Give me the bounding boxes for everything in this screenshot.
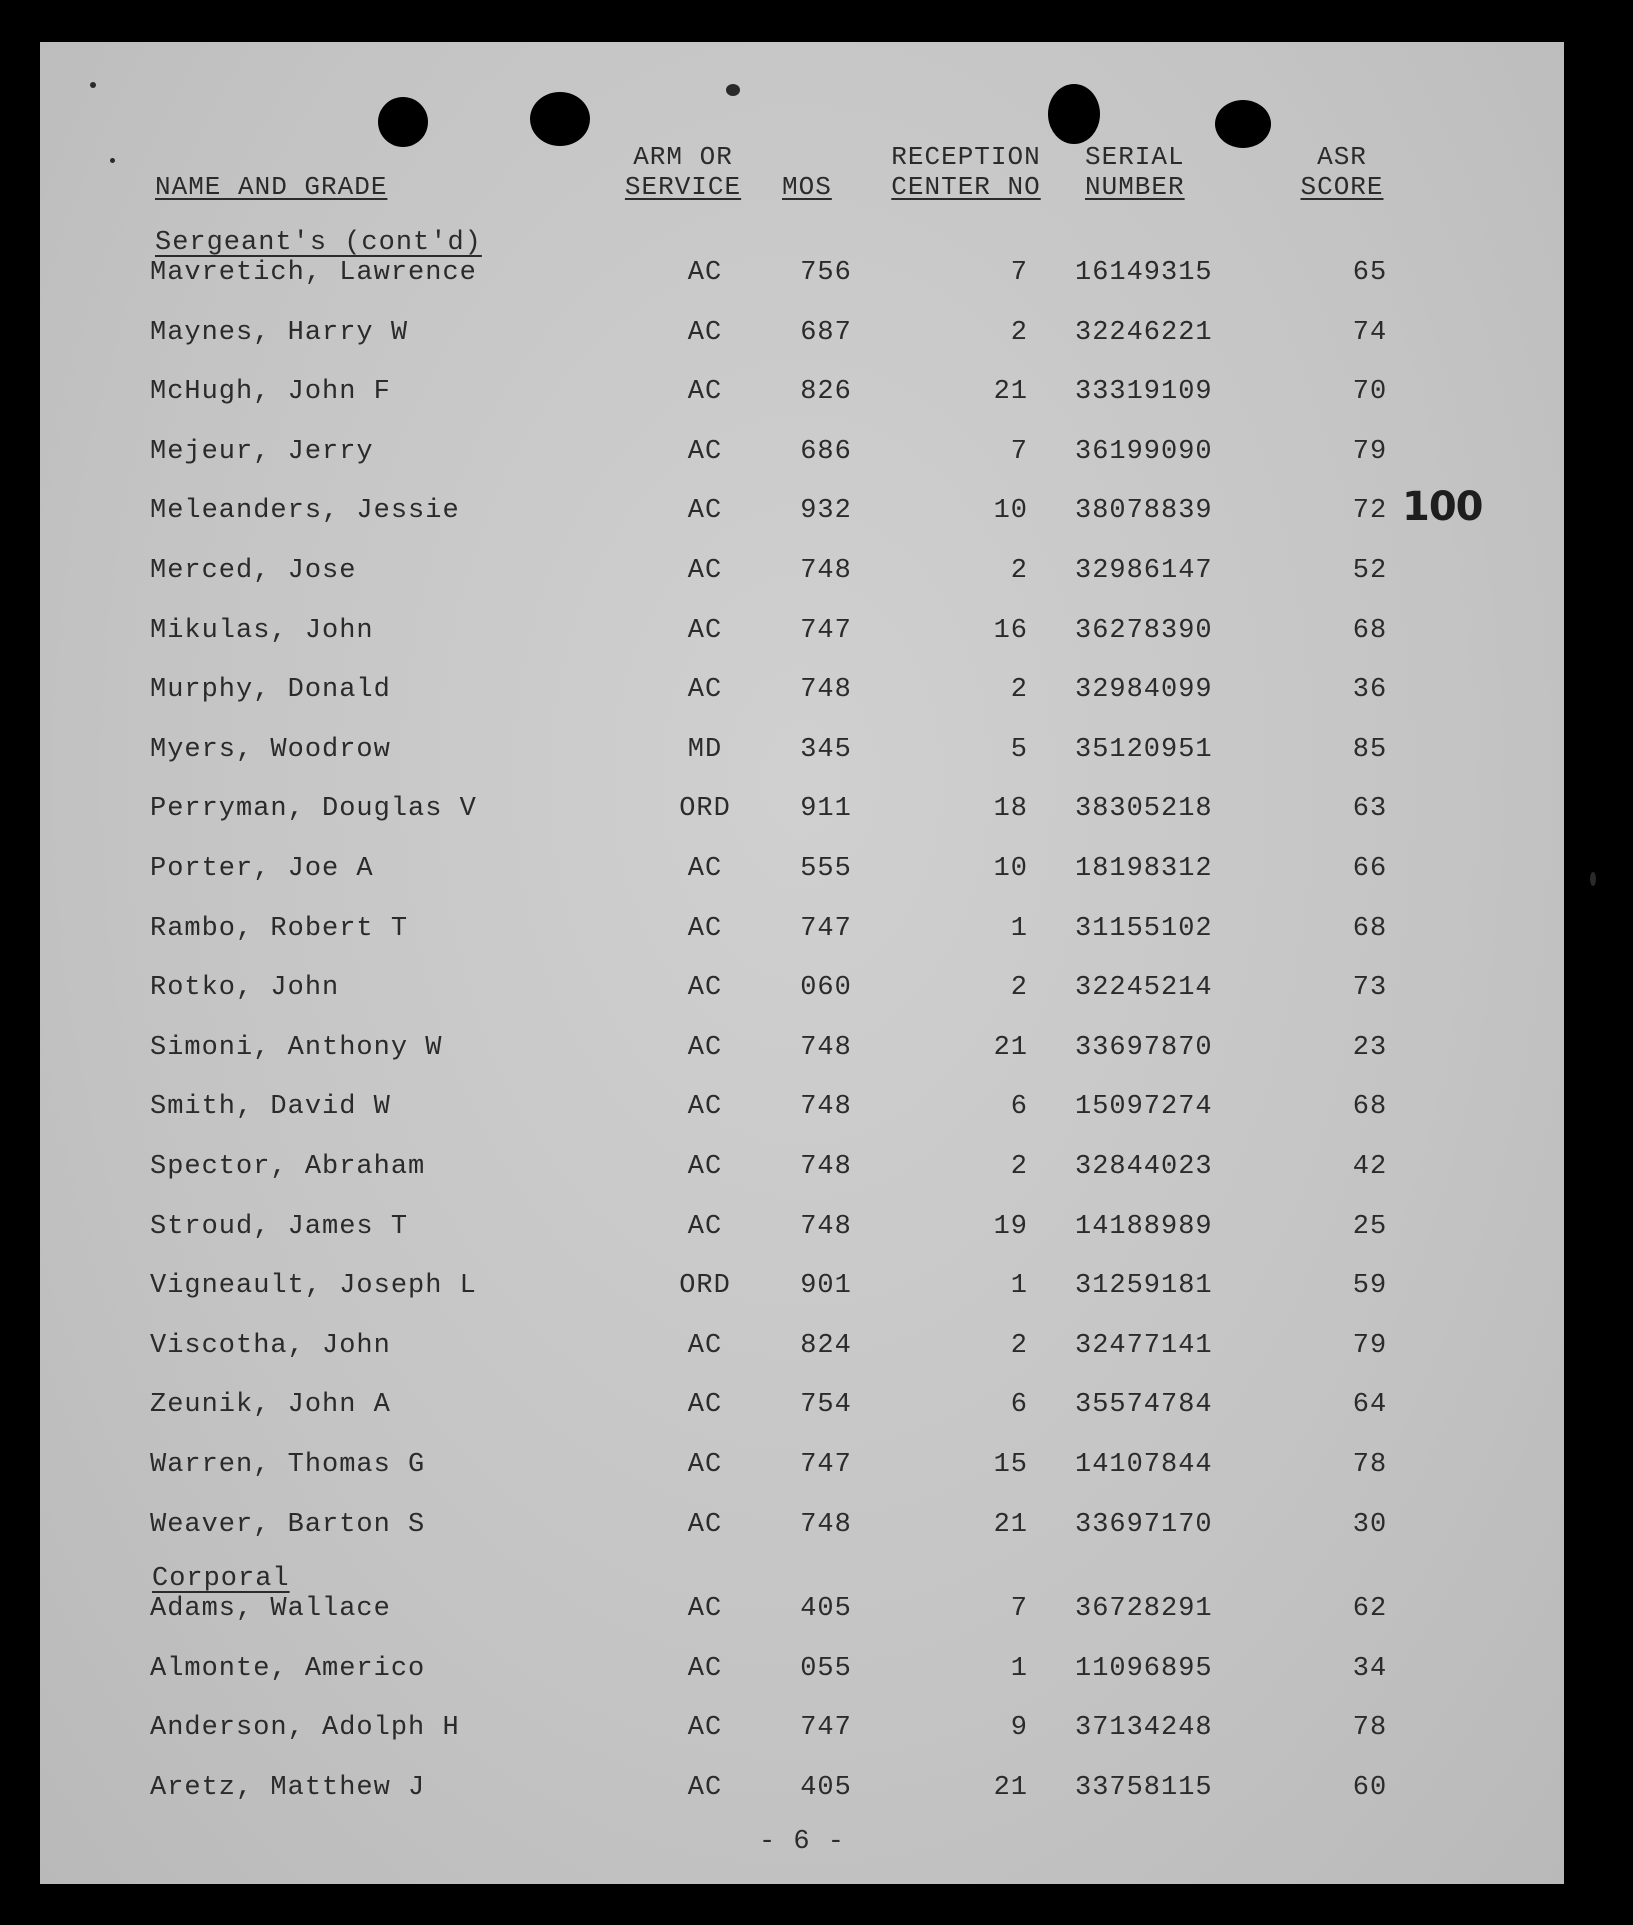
asr-score-cell: 65 [1352,258,1388,288]
name-cell: Weaver, Barton S [150,1509,426,1540]
arm-service-cell: AC [687,1450,723,1480]
asr-score-cell: 79 [1352,1330,1388,1361]
reception-center-cell: 5 [1010,734,1028,765]
name-cell: Porter, Joe A [150,854,374,884]
section-label-sergeants: Sergeant's (cont'd) [155,228,482,258]
asr-score-cell: 25 [1352,1211,1388,1242]
punch-hole [530,92,590,146]
mos-cell: 748 [800,1211,852,1242]
mos-cell: 687 [800,317,852,348]
header-arm-service [613,142,753,202]
header-rc-line1: RECEPTION [891,142,1041,172]
mos-cell: 555 [800,854,852,884]
roster-row [40,854,1564,894]
header-asr-line2: SCORE [1300,172,1384,202]
header-mos [782,172,832,202]
arm-service-cell: AC [687,436,723,467]
roster-row [40,1713,1564,1753]
asr-score-cell: 79 [1352,436,1388,467]
mos-cell: 686 [800,436,852,467]
name-cell: Rambo, Robert T [150,913,409,944]
header-name-grade [155,172,387,202]
arm-service-cell: AC [687,1772,723,1803]
serial-number-cell: 32245214 [1075,973,1213,1004]
asr-score-cell: 73 [1352,973,1388,1004]
mos-cell: 756 [800,258,852,288]
arm-service-cell: AC [687,615,723,646]
asr-score-cell: 74 [1352,317,1388,348]
arm-service-cell: AC [687,1594,723,1624]
mos-cell: 747 [800,913,852,944]
arm-service-cell: AC [687,1330,723,1361]
arm-service-cell: AC [687,317,723,348]
name-cell: Adams, Wallace [150,1594,391,1624]
header-arm-line1: ARM OR [633,142,733,172]
reception-center-cell: 6 [1010,1092,1028,1123]
mos-cell: 748 [800,675,852,706]
reception-center-cell: 21 [993,1032,1028,1063]
roster-row [40,1271,1564,1311]
speck [1590,872,1596,886]
name-cell: Stroud, James T [150,1211,409,1242]
name-cell: Myers, Woodrow [150,734,391,765]
asr-score-cell: 70 [1352,377,1388,408]
reception-center-cell: 10 [993,854,1028,884]
reception-center-cell: 9 [1010,1713,1028,1744]
header-name-label: NAME AND GRADE [155,172,388,202]
roster-row [40,258,1564,298]
mos-cell: 405 [800,1772,852,1803]
reception-center-cell: 6 [1010,1390,1028,1421]
roster-row [40,616,1564,656]
serial-number-cell: 32246221 [1075,317,1213,348]
roster-row [40,675,1564,715]
serial-number-cell: 35574784 [1075,1390,1213,1421]
asr-score-cell: 64 [1352,1390,1388,1421]
name-cell: Viscotha, John [150,1330,391,1361]
page-number: - 6 - [758,1827,845,1857]
roster-row [40,318,1564,358]
serial-number-cell: 14188989 [1075,1211,1213,1242]
roster-row [40,1654,1564,1694]
mos-cell: 747 [800,615,852,646]
serial-number-cell: 37134248 [1075,1713,1213,1744]
arm-service-cell: AC [687,1653,723,1684]
roster-row [40,1331,1564,1371]
asr-score-cell: 36 [1352,675,1388,706]
asr-score-cell: 68 [1352,913,1388,944]
header-reception-center [876,142,1056,202]
header-asr-score [1292,142,1392,202]
roster-row [40,794,1564,834]
name-cell: Aretz, Matthew J [150,1772,426,1803]
asr-score-cell: 62 [1352,1594,1388,1624]
reception-center-cell: 2 [1010,317,1028,348]
asr-score-cell: 59 [1352,1271,1388,1302]
reception-center-cell: 1 [1010,913,1028,944]
header-serial-number [1085,142,1185,202]
arm-service-cell: AC [687,1152,723,1182]
roster-row [40,437,1564,477]
asr-score-cell: 34 [1352,1653,1388,1684]
serial-number-cell: 16149315 [1075,258,1213,288]
roster-row [40,1033,1564,1073]
mos-cell: 932 [800,496,852,527]
reception-center-cell: 21 [993,1772,1028,1803]
reception-center-cell: 16 [993,615,1028,646]
section-label-corporal: Corporal [152,1564,290,1594]
reception-center-cell: 2 [1010,973,1028,1004]
mos-cell: 748 [800,556,852,586]
name-cell: Anderson, Adolph H [150,1713,460,1744]
roster-row [40,1212,1564,1252]
name-cell: Merced, Jose [150,556,357,586]
speck [726,84,740,96]
name-cell: Meleanders, Jessie [150,496,460,527]
name-cell: Mikulas, John [150,615,374,646]
header-asr-line1: ASR [1317,142,1367,172]
serial-number-cell: 33697870 [1075,1032,1213,1063]
mos-cell: 824 [800,1330,852,1361]
roster-row [40,973,1564,1013]
reception-center-cell: 19 [993,1211,1028,1242]
roster-row [40,1390,1564,1430]
arm-service-cell: AC [687,556,723,586]
mos-cell: 345 [800,734,852,765]
reception-center-cell: 1 [1010,1271,1028,1302]
header-mos-label: MOS [782,172,832,202]
asr-score-cell: 85 [1352,734,1388,765]
serial-number-cell: 32986147 [1075,556,1213,586]
roster-row [40,1152,1564,1192]
name-cell: Simoni, Anthony W [150,1032,443,1063]
serial-number-cell: 33758115 [1075,1772,1213,1803]
margin-note-stamp: 100 [1402,484,1483,530]
name-cell: Spector, Abraham [150,1152,426,1182]
name-cell: Mavretich, Lawrence [150,258,477,288]
serial-number-cell: 38305218 [1075,794,1213,825]
roster-row [40,914,1564,954]
arm-service-cell: AC [687,1390,723,1421]
punch-hole [1048,84,1100,144]
arm-service-cell: ORD [679,1271,731,1302]
punch-hole [378,97,428,147]
name-cell: McHugh, John F [150,377,391,408]
arm-service-cell: AC [687,496,723,527]
serial-number-cell: 36199090 [1075,436,1213,467]
roster-row [40,1092,1564,1132]
asr-score-cell: 78 [1352,1450,1388,1480]
asr-score-cell: 30 [1352,1509,1388,1540]
mos-cell: 826 [800,377,852,408]
reception-center-cell: 15 [993,1450,1028,1480]
serial-number-cell: 35120951 [1075,734,1213,765]
mos-cell: 055 [800,1653,852,1684]
roster-row [40,1510,1564,1550]
roster-row [40,496,1564,536]
reception-center-cell: 18 [993,794,1028,825]
reception-center-cell: 2 [1010,556,1028,586]
arm-service-cell: AC [687,913,723,944]
mos-cell: 748 [800,1032,852,1063]
serial-number-cell: 18198312 [1075,854,1213,884]
header-serial-line2: NUMBER [1085,172,1185,202]
serial-number-cell: 32477141 [1075,1330,1213,1361]
serial-number-cell: 15097274 [1075,1092,1213,1123]
arm-service-cell: AC [687,377,723,408]
reception-center-cell: 2 [1010,1152,1028,1182]
header-rc-line2: CENTER NO [891,172,1041,202]
name-cell: Almonte, Americo [150,1653,426,1684]
document-page [40,42,1564,1884]
arm-service-cell: AC [687,1713,723,1744]
reception-center-cell: 7 [1010,258,1028,288]
asr-score-cell: 68 [1352,615,1388,646]
mos-cell: 405 [800,1594,852,1624]
speck [90,82,96,88]
mos-cell: 747 [800,1450,852,1480]
arm-service-cell: AC [687,258,723,288]
name-cell: Perryman, Douglas V [150,794,477,825]
arm-service-cell: AC [687,1092,723,1123]
asr-score-cell: 78 [1352,1713,1388,1744]
reception-center-cell: 21 [993,1509,1028,1540]
reception-center-cell: 2 [1010,1330,1028,1361]
speck [110,158,115,163]
asr-score-cell: 42 [1352,1152,1388,1182]
mos-cell: 060 [800,973,852,1004]
reception-center-cell: 10 [993,496,1028,527]
arm-service-cell: AC [687,1509,723,1540]
asr-score-cell: 60 [1352,1772,1388,1803]
mos-cell: 911 [800,794,852,825]
arm-service-cell: AC [687,854,723,884]
mos-cell: 901 [800,1271,852,1302]
serial-number-cell: 38078839 [1075,496,1213,527]
arm-service-cell: ORD [679,794,731,825]
mos-cell: 754 [800,1390,852,1421]
serial-number-cell: 32984099 [1075,675,1213,706]
serial-number-cell: 31259181 [1075,1271,1213,1302]
roster-row [40,735,1564,775]
reception-center-cell: 7 [1010,436,1028,467]
name-cell: Zeunik, John A [150,1390,391,1421]
arm-service-cell: AC [687,973,723,1004]
reception-center-cell: 1 [1010,1653,1028,1684]
name-cell: Smith, David W [150,1092,391,1123]
arm-service-cell: AC [687,675,723,706]
roster-row [40,1594,1564,1634]
serial-number-cell: 14107844 [1075,1450,1213,1480]
arm-service-cell: MD [687,734,723,765]
reception-center-cell: 21 [993,377,1028,408]
header-arm-line2: SERVICE [624,172,742,202]
asr-score-cell: 52 [1352,556,1388,586]
serial-number-cell: 36278390 [1075,615,1213,646]
punch-hole [1215,100,1271,148]
asr-score-cell: 23 [1352,1032,1388,1063]
asr-score-cell: 66 [1352,854,1388,884]
roster-row [40,1773,1564,1813]
name-cell: Warren, Thomas G [150,1450,426,1480]
serial-number-cell: 33319109 [1075,377,1213,408]
reception-center-cell: 2 [1010,675,1028,706]
roster-row [40,1450,1564,1490]
name-cell: Rotko, John [150,973,340,1004]
arm-service-cell: AC [687,1032,723,1063]
name-cell: Mejeur, Jerry [150,436,374,467]
serial-number-cell: 33697170 [1075,1509,1213,1540]
name-cell: Murphy, Donald [150,675,391,706]
mos-cell: 747 [800,1713,852,1744]
serial-number-cell: 32844023 [1075,1152,1213,1182]
roster-row [40,377,1564,417]
mos-cell: 748 [800,1509,852,1540]
arm-service-cell: AC [687,1211,723,1242]
serial-number-cell: 11096895 [1075,1653,1213,1684]
roster-row [40,556,1564,596]
name-cell: Vigneault, Joseph L [150,1271,477,1302]
mos-cell: 748 [800,1152,852,1182]
header-serial-line1: SERIAL [1085,142,1185,172]
serial-number-cell: 31155102 [1075,913,1213,944]
asr-score-cell: 63 [1352,794,1388,825]
serial-number-cell: 36728291 [1075,1594,1213,1624]
reception-center-cell: 7 [1010,1594,1028,1624]
mos-cell: 748 [800,1092,852,1123]
name-cell: Maynes, Harry W [150,317,409,348]
asr-score-cell: 72 [1352,496,1388,527]
asr-score-cell: 68 [1352,1092,1388,1123]
